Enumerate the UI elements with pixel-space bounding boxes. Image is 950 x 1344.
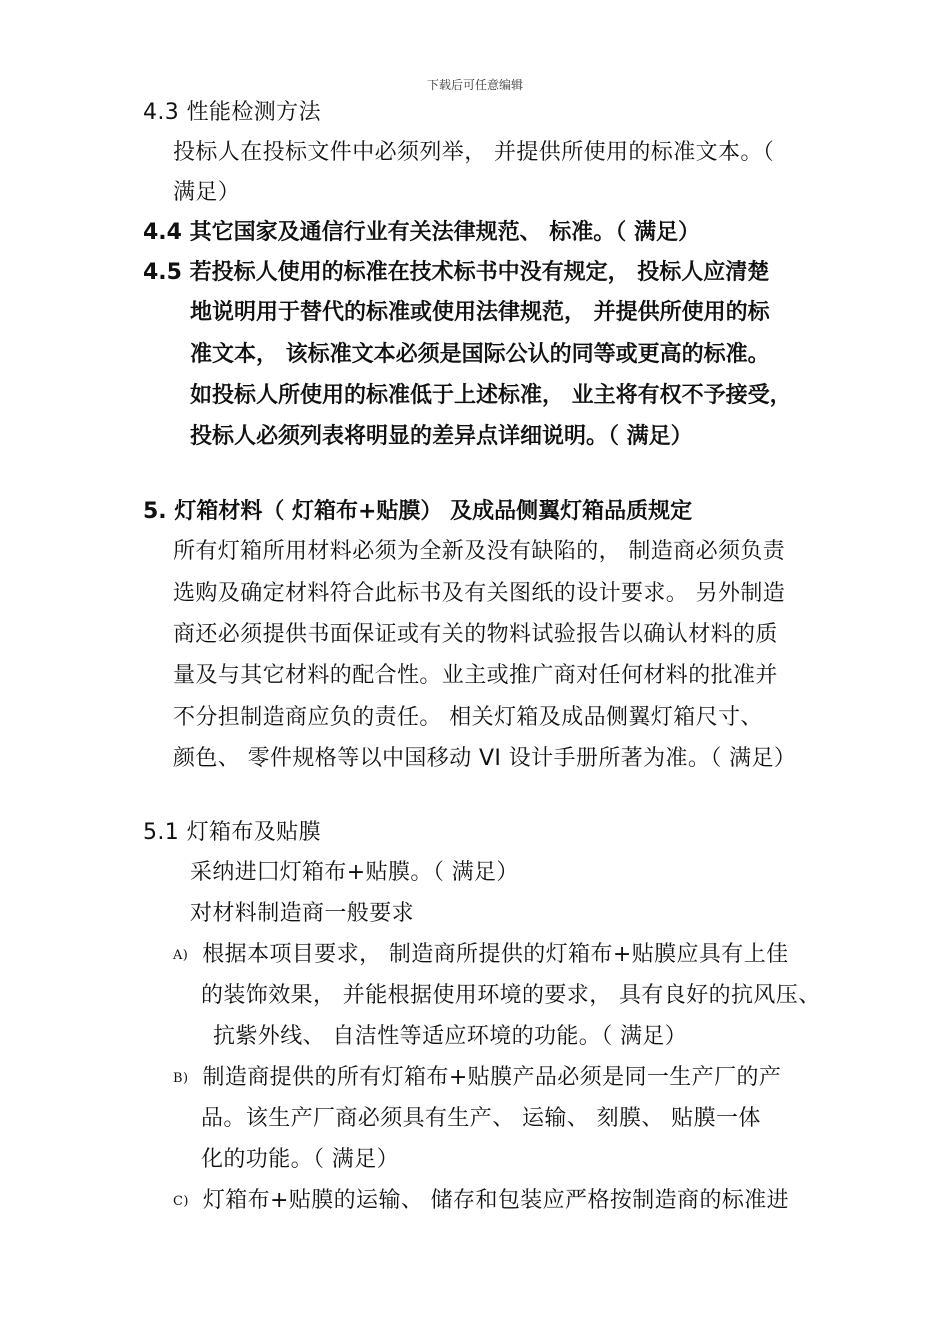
section-5-1-line-2: 对材料制造商一般要求	[190, 901, 415, 926]
item-b-line-1	[173, 1063, 781, 1094]
section-4-3-line-2: 满足）	[173, 180, 241, 205]
item-b-text-1: 制造商提供的所有灯箱布+贴膜产品必须是同一生产厂的产	[202, 1065, 782, 1090]
page-header: 下载后可任意编辑	[426, 78, 523, 92]
section-5-line-5: 不分担制造商应负的责任。 相关灯箱及成品侧翼灯箱尺寸、	[173, 705, 763, 730]
section-5-1-line-1: 采纳进囗灯箱布+贴膜。（ 满足）	[190, 860, 519, 885]
item-a-marker: A)	[173, 948, 189, 963]
section-4-5-line-3: 准文本， 该标准文本必须是国际公认的同等或更高的标准。	[190, 342, 770, 367]
item-c-marker: C)	[173, 1194, 189, 1209]
item-a-text-1: 根据本项目要求， 制造商所提供的灯箱布+贴膜应具有上佳	[202, 942, 789, 967]
item-a-line-1	[173, 940, 789, 971]
section-5-1-title: 5.1 灯箱布及贴膜	[143, 820, 321, 845]
item-c-text-1: 灯箱布+贴膜的运输、 储存和包装应严格按制造商的标准进	[202, 1188, 790, 1213]
section-4-4: 4.4 其它国家及通信行业有关法律规范、 标准。（ 满足）	[143, 220, 700, 245]
section-5-line-3: 商还必须提供书面保证或有关的物料试验报告以确认材料的质	[173, 622, 778, 647]
section-4-5-line-5: 投标人必须列表将明显的差异点详细说明。（ 满足）	[190, 424, 693, 449]
section-4-5-line-1: 4.5 若投标人使用的标准在技术标书中没有规定， 投标人应清楚	[143, 260, 770, 285]
section-5-line-1: 所有灯箱所用材料必须为全新及没有缺陷的， 制造商必须负责	[173, 539, 786, 564]
section-5-line-2: 选购及确定材料符合此标书及有关图纸的设计要求。 另外制造	[173, 581, 786, 606]
section-4-3-title: 4.3 性能检测方法	[143, 100, 321, 125]
section-4-5-line-2: 地说明用于替代的标准或使用法律规范， 并提供所使用的标	[190, 300, 770, 325]
item-a-line-3: 抗紫外线、 自洁性等适应环境的功能。（ 满足）	[213, 1024, 688, 1049]
item-c-line-1	[173, 1186, 789, 1217]
item-a-line-2: 的装饰效果， 并能根据使用环境的要求， 具有良好的抗风压、	[201, 983, 821, 1008]
item-b-line-2: 品。该生产厂商必须具有生产、 运输、 刻膜、 贴膜一体	[201, 1106, 761, 1131]
item-b-marker: B)	[173, 1071, 189, 1086]
section-4-3-line-1: 投标人在投标文件中必须列举， 并提供所使用的标准文本。（	[173, 140, 775, 165]
section-5-line-4: 量及与其它材料的配合性。业主或推广商对任何材料的批准并	[173, 663, 778, 688]
section-5-line-6: 颜色、 零件规格等以中国移动 VI 设计手册所著为准。（ 满足）	[173, 746, 797, 771]
section-4-5-line-4: 如投标人所使用的标准低于上述标准， 业主将有权不予接受，	[190, 383, 792, 408]
item-b-line-3: 化的功能。（ 满足）	[201, 1147, 399, 1172]
section-5-title: 5. 灯箱材料（ 灯箱布+贴膜） 及成品侧翼灯箱品质规定	[143, 499, 693, 524]
